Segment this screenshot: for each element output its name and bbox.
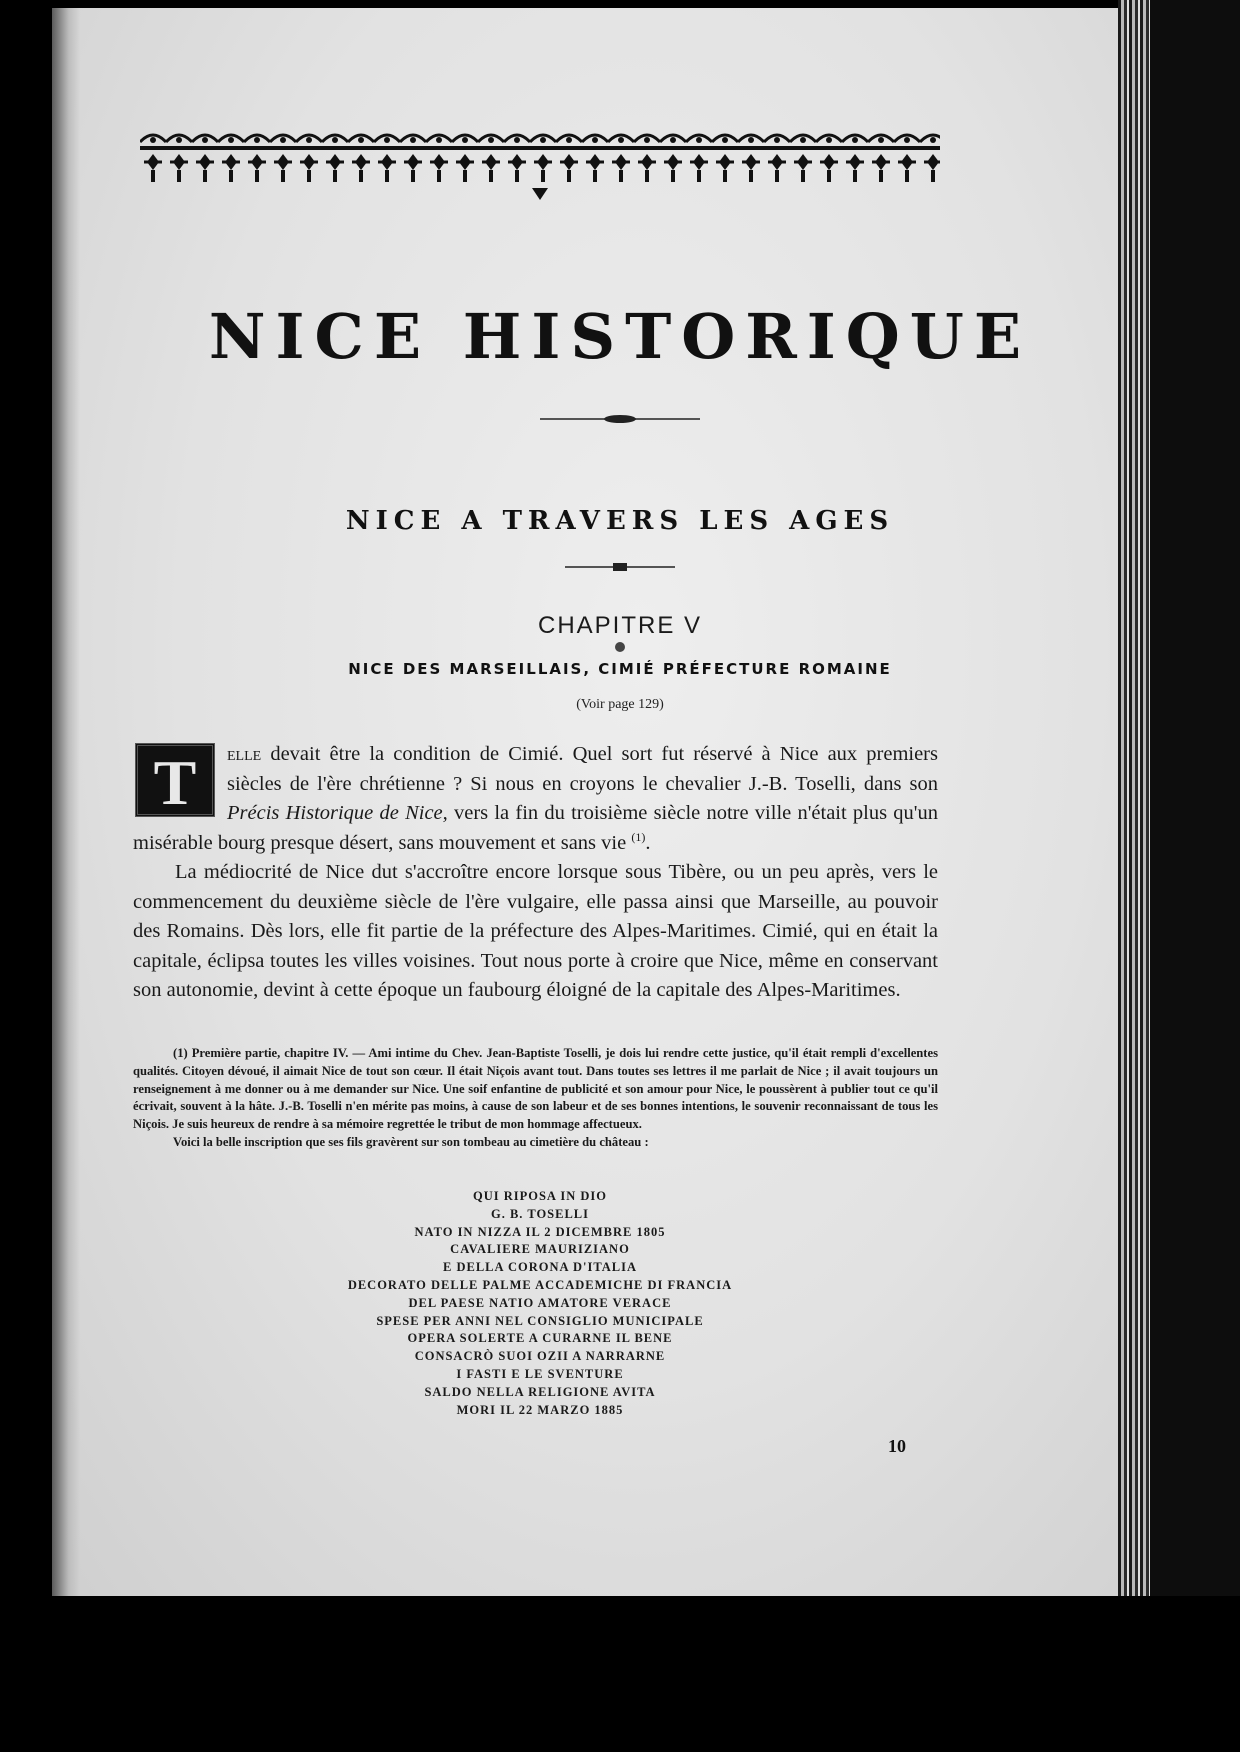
inscription-line: MORI IL 22 MARZO 1885 xyxy=(456,1402,624,1417)
chapter-dot xyxy=(0,640,1240,658)
inscription-line: I FASTI E LE SVENTURE xyxy=(456,1366,624,1381)
inscription-line: NATO IN NIZZA IL 2 DICEMBRE 1805 xyxy=(414,1224,666,1239)
chapter-heading: NICE DES MARSEILLAIS, CIMIÉ PRÉFECTURE ROMAINE xyxy=(348,660,892,678)
inscription-line: OPERA SOLERTE A CURARNE IL BENE xyxy=(407,1331,673,1346)
chapter-number: CHAPITRE V xyxy=(537,612,703,639)
paragraph-lead-word: elle xyxy=(227,743,262,765)
footnote-paragraph-2: Voici la belle inscription que ses fils gravèrent sur son tombeau au cimetière du château : xyxy=(173,1134,649,1149)
inscription-line: DECORATO DELLE PALME ACCADEMICHE DI FRANCIA xyxy=(347,1277,733,1292)
footnote-marker: (1) xyxy=(631,829,646,844)
drop-cap-letter: T xyxy=(135,743,215,817)
book-title-italic: Précis Historique de Nice, xyxy=(227,802,448,824)
inscription-line: SALDO NELLA RELIGIONE AVITA xyxy=(424,1384,656,1399)
inscription-line: E DELLA CORONA D'ITALIA xyxy=(443,1260,637,1275)
inscription-line: G. B. TOSELLI xyxy=(491,1206,589,1221)
inscription-line: DEL PAESE NATIO AMATORE VERACE xyxy=(408,1295,672,1310)
paragraph-2: La médiocrité de Nice dut s'accroître encore lorsque sous Tibère, ou un peu après, vers le commencement du deuxième siècle de l'ère vulgaire, elle passa ainsi que Marseille, au pouvoir des Romains. Dès lors, elle fit partie de la préfecture des Alpes-Maritimes. Cimié, qui en était la capitale, éclipsa toutes les villes voisines. Tout nous porte à croire que Nice, même en conservant son autonomie, devint à cette époque un faubourg éloigné de la capitale des Alpes-Maritimes. xyxy=(133,861,938,1001)
paragraph-1-end: . xyxy=(645,831,651,854)
tomb-inscription xyxy=(0,1188,1080,1419)
scan-background xyxy=(0,1596,1240,1752)
page-number: 10 xyxy=(888,1436,906,1456)
subtitle-divider xyxy=(0,560,1240,578)
inscription-line: CAVALIERE MAURIZIANO xyxy=(450,1242,630,1257)
section-subtitle: NICE A TRAVERS LES AGES xyxy=(345,506,895,536)
main-text xyxy=(133,740,938,1006)
book-spine-shadow xyxy=(1150,0,1240,1752)
page-reference: (Voir page 129) xyxy=(576,697,664,712)
page-title: NICE HISTORIQUE xyxy=(208,300,1032,373)
inscription-line: CONSACRÒ SUOI OZII A NARRARNE xyxy=(414,1349,666,1364)
paragraph-1 xyxy=(133,740,938,858)
footnote xyxy=(133,1045,938,1152)
paragraph-1-text-a: devait être la condition de Cimié. Quel sort fut réservé à Nice aux premiers siècles de l'ère chrétienne ? Si nous en croyons le chevalier J.-B. Toselli, dans son xyxy=(227,743,938,795)
paragraph-1-text-b: vers la fin du troisième siècle notre ville n'était plus qu'un misérable bourg presque désert, sans mouvement et sans vie xyxy=(133,802,938,854)
inscription-line: SPESE PER ANNI NEL CONSIGLIO MUNICIPALE xyxy=(376,1313,704,1328)
decorative-header-border xyxy=(140,128,940,202)
footnote-paragraph-1: (1) Première partie, chapitre IV. — Ami intime du Chev. Jean-Baptiste Toselli, je dois lui rendre cette justice, qu'il était rempli d'excellentes qualités. Citoyen dévoué, il aimait Nice de tout son cœur. Il était Niçois avant tout. Dans toutes ses lettres il me parlait de Nice ; il avait toujours un renseignement à me donner ou à me demander sur Nice. Une soif enfantine de publicité et son amour pour Nice, le poussèrent à publier tout ce qu'il écrivait, souvent à la hâte. J.-B. Toselli n'en mérite pas moins, à cause de son labeur et de ses bonnes intentions, le souvenir reconnaissant de tous les Niçois. Je suis heureux de rendre à sa mémoire regrettée le tribut de mon hommage affectueux. xyxy=(133,1046,938,1132)
title-divider xyxy=(0,412,1240,430)
inscription-line: QUI RIPOSA IN DIO xyxy=(472,1189,608,1203)
